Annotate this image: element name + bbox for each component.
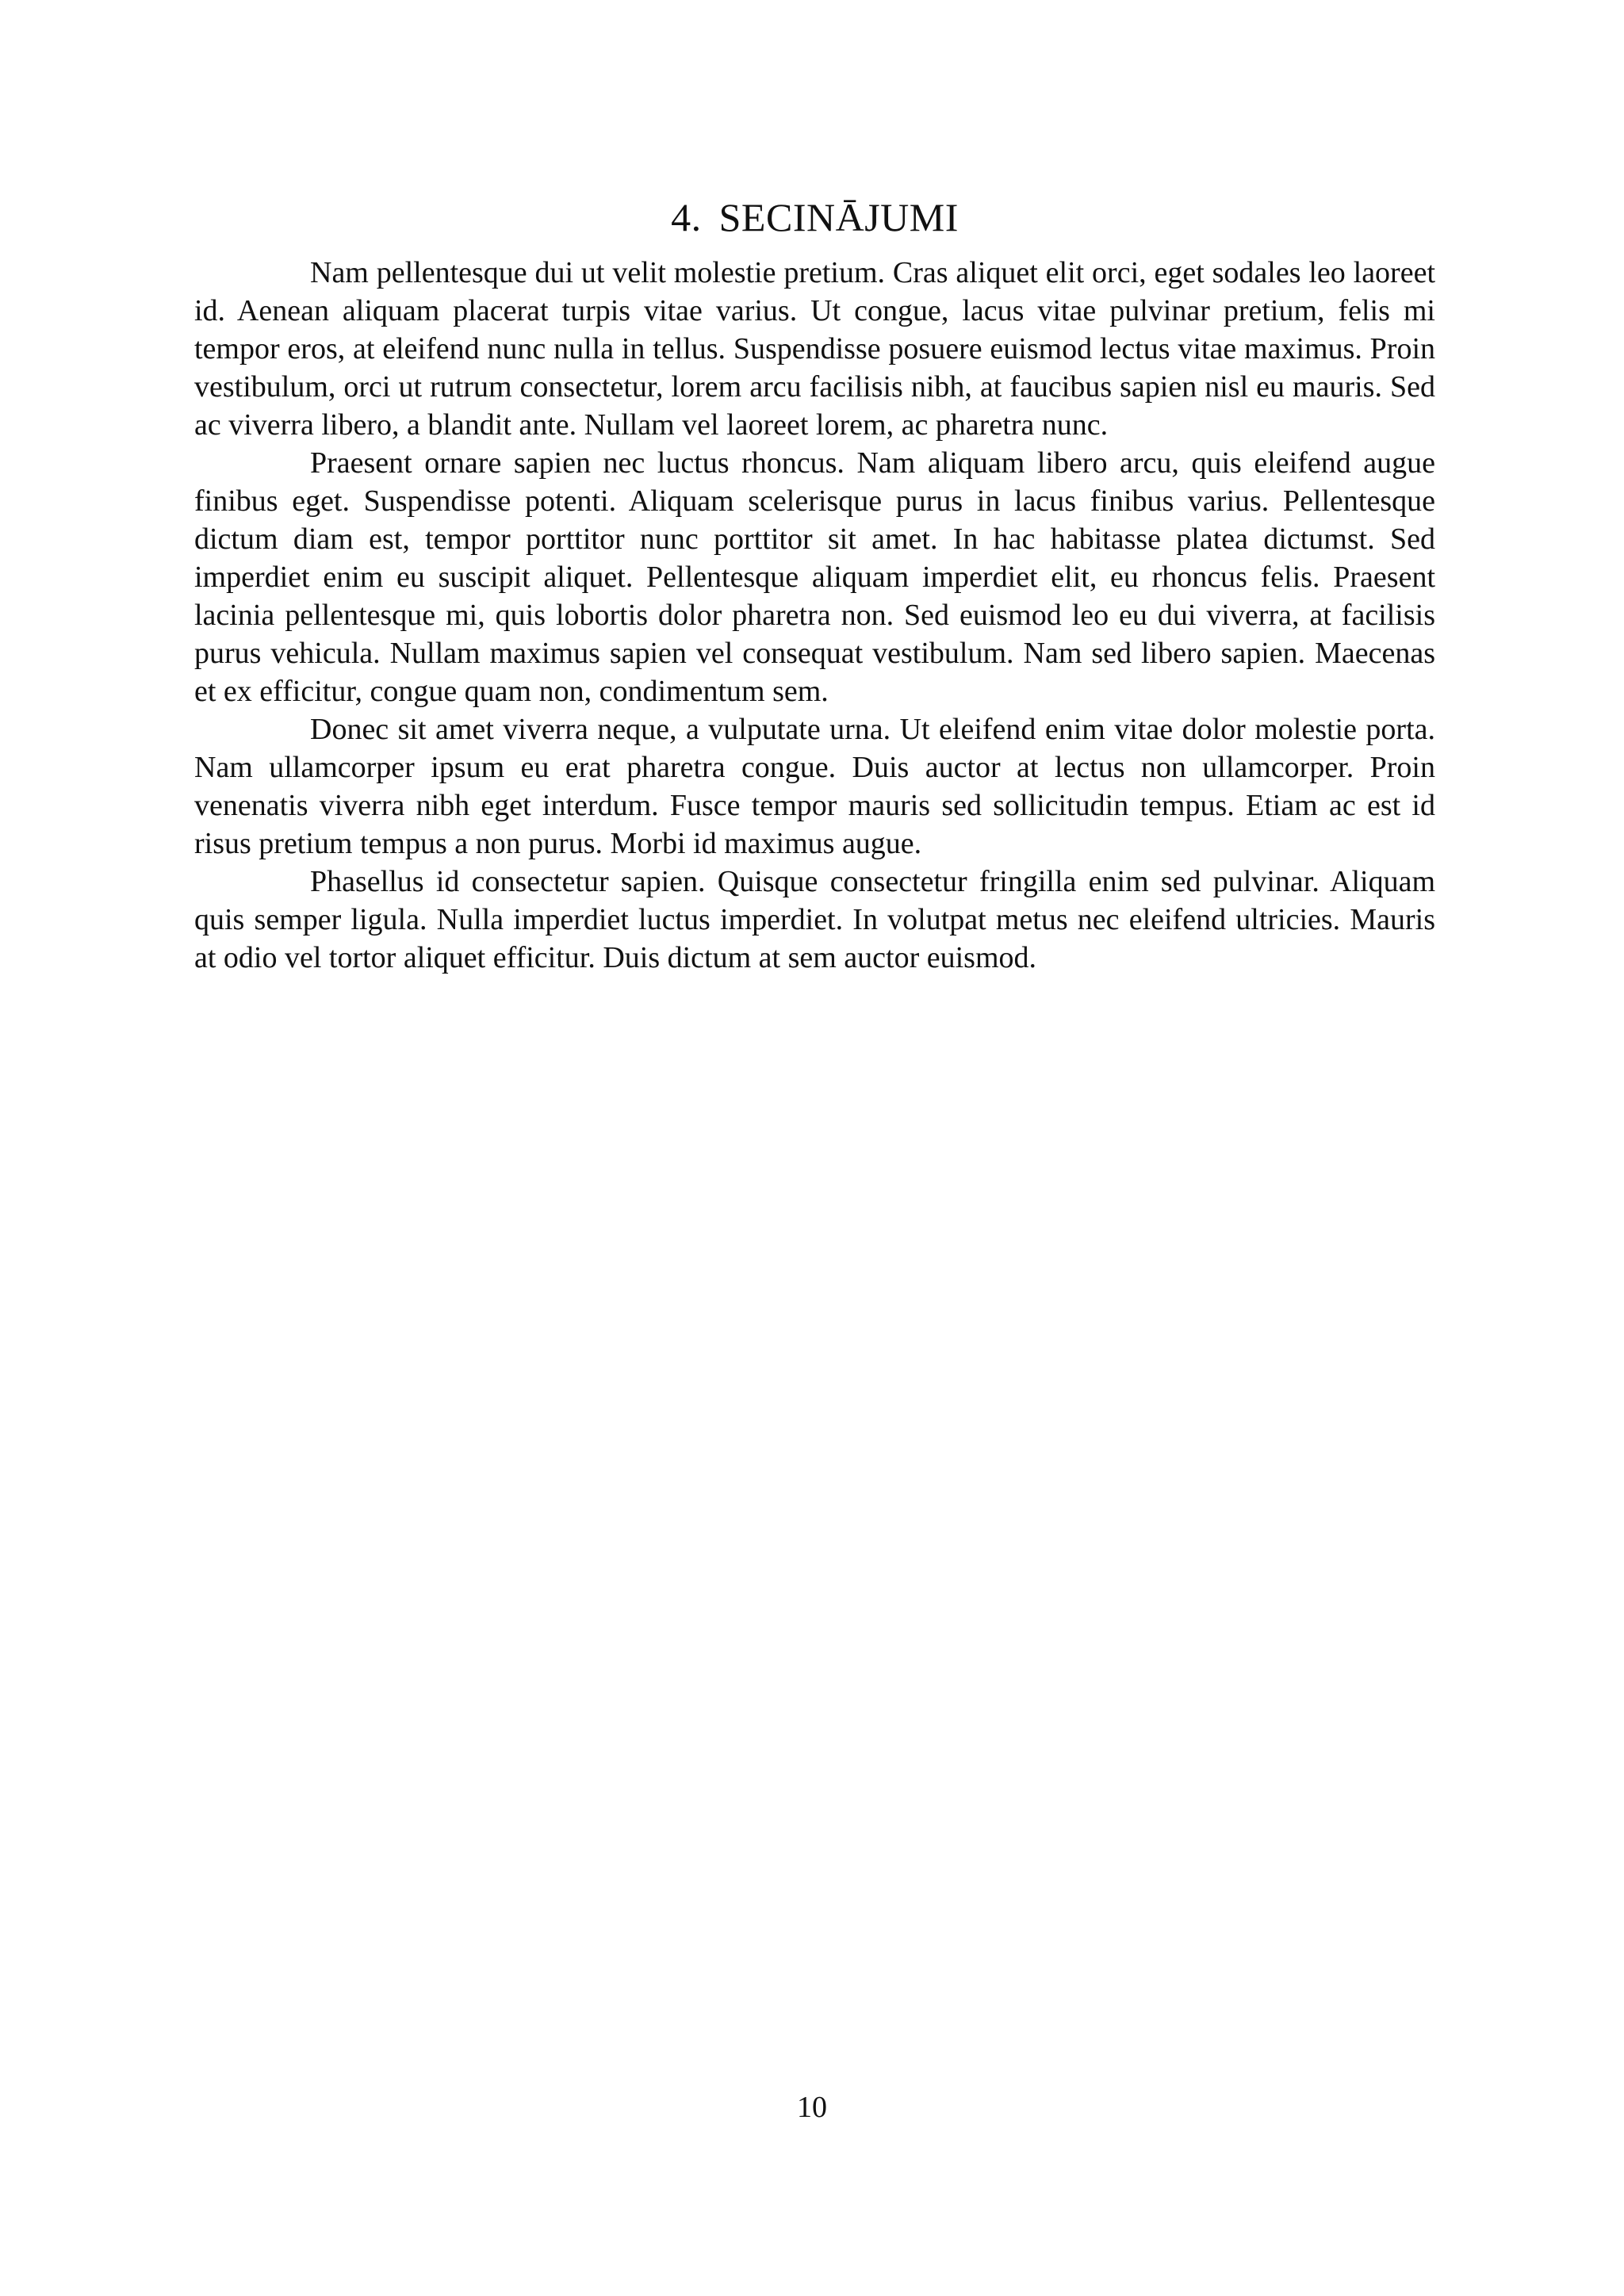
section-heading <box>194 190 1435 244</box>
paragraph-2: Praesent ornare sapien nec luctus rhoncus. Nam aliquam libero arcu, quis eleifend augue finibus eget. Suspendisse potenti. Aliquam scelerisque purus in lacus finibus varius. Pellentesque dictum diam est, tempor porttitor nunc porttitor sit amet. In hac habitasse platea dictumst. Sed imperdiet enim eu suscipit aliquet. Pellentesque aliquam imperdiet elit, eu rhoncus felis. Praesent lacinia pellentesque mi, quis lobortis dolor pharetra non. Sed euismod leo eu dui viverra, at facilisis purus vehicula. Nullam maximus sapien vel consequat vestibulum. Nam sed libero sapien. Maecenas et ex efficitur, congue quam non, condimentum sem. <box>194 446 1435 708</box>
page-number: 10 <box>797 2091 827 2124</box>
page-content <box>194 190 1435 977</box>
paragraph-4: Phasellus id consectetur sapien. Quisque consectetur fringilla enim sed pulvinar. Aliquam quis semper ligula. Nulla imperdiet luctus imperdiet. In volutpat metus nec eleifend ultricies. Mauris at odio vel tortor aliquet efficitur. Duis dictum at sem auctor euismod. <box>194 865 1435 974</box>
paragraph-3: Donec sit amet viverra neque, a vulputate urna. Ut eleifend enim vitae dolor molestie porta. Nam ullamcorper ipsum eu erat pharetra congue. Duis auctor at lectus non ullamcorper. Proin venenatis viverra nibh eget interdum. Fusce tempor mauris sed sollicitudin tempus. Etiam ac est id risus pretium tempus a non purus. Morbi id maximus augue. <box>194 713 1435 860</box>
section-number: 4. <box>671 195 702 239</box>
paragraph-1: Nam pellentesque dui ut velit molestie pretium. Cras aliquet elit orci, eget sodales leo laoreet id. Aenean aliquam placerat turpis vitae varius. Ut congue, lacus vitae pulvinar pretium, felis mi tempor eros, at eleifend nunc nulla in tellus. Suspendisse posuere euismod lectus vitae maximus. Proin vestibulum, orci ut rutrum consectetur, lorem arcu facilisis nibh, at faucibus sapien nisl eu mauris. Sed ac viverra libero, a blandit ante. Nullam vel laoreet lorem, ac pharetra nunc. <box>194 256 1435 442</box>
section-title: SECINĀJUMI <box>718 195 959 239</box>
